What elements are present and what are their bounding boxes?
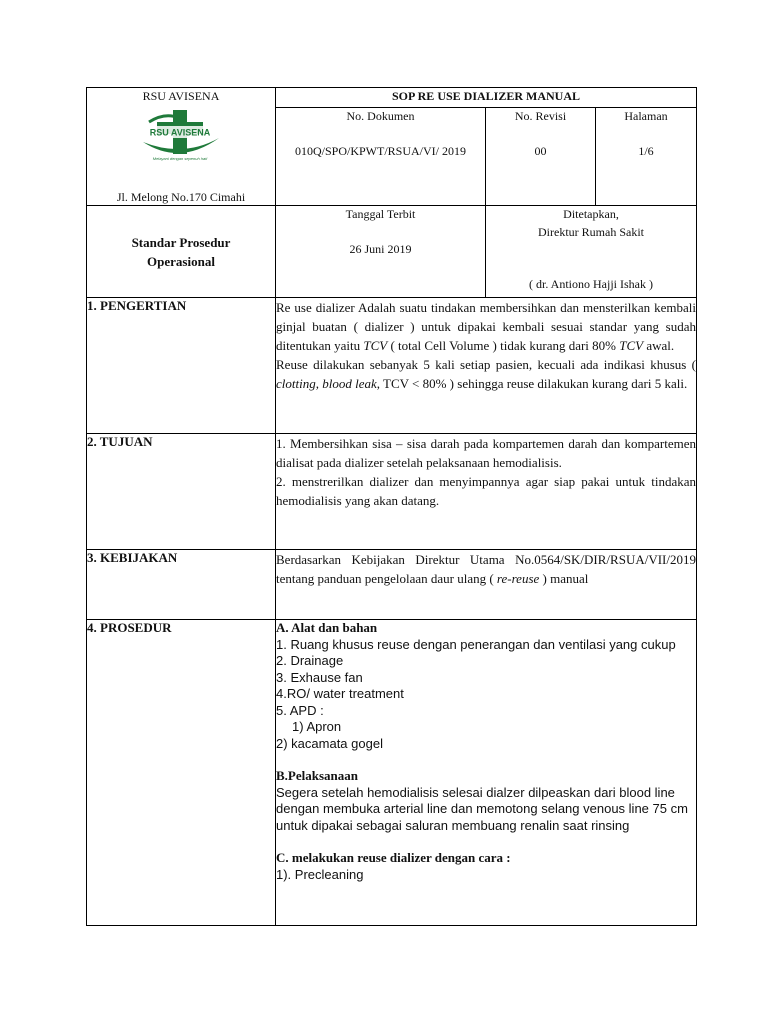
- kebijakan-label: 3. KEBIJAKAN: [87, 550, 276, 620]
- logo-cross-icon: [135, 108, 225, 166]
- tanggal-terbit-value: 26 Juni 2019: [349, 242, 412, 256]
- org-name: RSU AVISENA: [142, 89, 220, 103]
- pengertian-paragraph-2: Reuse dilakukan sebanyak 5 kali setiap pasien, kecuali ada indikasi khusus ( clotting, blood leak, TCV < 80% ) sehingga reuse dilakukan kurang dari 5 kali.: [276, 357, 696, 391]
- sop-table: [86, 87, 697, 926]
- hospital-address: Jl. Melong No.170 Cimahi: [116, 190, 246, 204]
- tanggal-terbit-label: Tanggal Terbit: [345, 207, 416, 221]
- no-dokumen-label: No. Dokumen: [346, 109, 415, 124]
- tujuan-item-1: 1. Membersihkan sisa – sisa darah pada kompartemen darah dan kompartemen dialisat pada dializer setelah pelaksanaan hemodialisis.: [276, 436, 696, 470]
- logo-text: RSU AVISENA: [149, 127, 211, 138]
- pengertian-label: 1. PENGERTIAN: [87, 298, 276, 434]
- ditetapkan-cell: [486, 206, 697, 298]
- prosedur-a-item-4: 4.RO/ water treatment: [276, 686, 404, 701]
- prosedur-b-title: B.Pelaksanaan: [276, 768, 358, 783]
- document-title: SOP RE USE DIALIZER MANUAL: [276, 88, 697, 108]
- logo-tagline: Melayani dengan sepenuh hati: [152, 156, 208, 161]
- hospital-logo: [87, 104, 275, 164]
- no-revisi-cell: [486, 108, 596, 206]
- kebijakan-content: Berdasarkan Kebijakan Direktur Utama No.0564/SK/DIR/RSUA/VII/2019 tentang panduan pengelolaan daur ulang ( re-reuse ) manual: [276, 550, 697, 620]
- prosedur-b-text: Segera setelah hemodialisis selesai dialzer dilpeaskan dari blood line dengan membuka arterial line dan memotong selang venous line 75 cm untuk dipakai sebagai saluran membuang renalin saat rinsing: [276, 784, 688, 833]
- no-revisi-label: No. Revisi: [514, 109, 567, 124]
- tujuan-label: 2. TUJUAN: [87, 434, 276, 550]
- tujuan-content: [276, 434, 697, 550]
- halaman-value: 1/6: [638, 144, 654, 159]
- no-revisi-value: 00: [534, 144, 547, 159]
- ditetapkan-label: Ditetapkan,: [563, 207, 619, 221]
- pengertian-paragraph-1: Re use dializer Adalah suatu tindakan membersihkan dan mensterilkan kembali ginjal buatan ( dializer ) untuk dipakai kembali sesuai standar yang sudah ditentukan yaitu TCV ( total Cell Volume ) tidak kurang dari 80% TCV awal.: [276, 300, 696, 353]
- prosedur-a-item-5: 5. APD :: [276, 702, 324, 718]
- prosedur-content: [276, 620, 697, 926]
- sop-label: Standar Prosedur Operasional: [87, 206, 276, 298]
- sop-document: [86, 87, 696, 926]
- direktur-name: ( dr. Antiono Hajji Ishak ): [529, 277, 653, 291]
- prosedur-c-item-1: 1). Precleaning: [276, 866, 364, 882]
- prosedur-a-item-2: 2. Drainage: [276, 653, 344, 668]
- prosedur-a-item-3: 3. Exhause fan: [276, 669, 363, 685]
- tanggal-terbit-cell: [276, 206, 486, 298]
- prosedur-c-title: C. melakukan reuse dializer dengan cara :: [276, 850, 511, 865]
- prosedur-a-item-1: 1. Ruang khusus reuse dengan penerangan dan ventilasi yang cukup: [276, 636, 676, 652]
- no-dokumen-cell: [276, 108, 486, 206]
- tujuan-item-2: 2. menstrerilkan dializer dan menyimpannya agar siap pakai untuk tindakan hemodialisis yang akan datang.: [276, 474, 696, 508]
- halaman-cell: [596, 108, 697, 206]
- prosedur-a-sub-2: 2) kacamata gogel: [276, 735, 383, 751]
- no-dokumen-value: 010Q/SPO/KPWT/RSUA/VI/ 2019: [294, 144, 467, 159]
- hospital-identity-cell: [87, 88, 276, 206]
- prosedur-a-sub-1: 1) Apron: [292, 719, 342, 734]
- pengertian-content: [276, 298, 697, 434]
- prosedur-label: 4. PROSEDUR: [87, 620, 276, 926]
- halaman-label: Halaman: [624, 109, 668, 124]
- prosedur-a-title: A. Alat dan bahan: [276, 620, 378, 635]
- direktur-label: Direktur Rumah Sakit: [538, 225, 644, 239]
